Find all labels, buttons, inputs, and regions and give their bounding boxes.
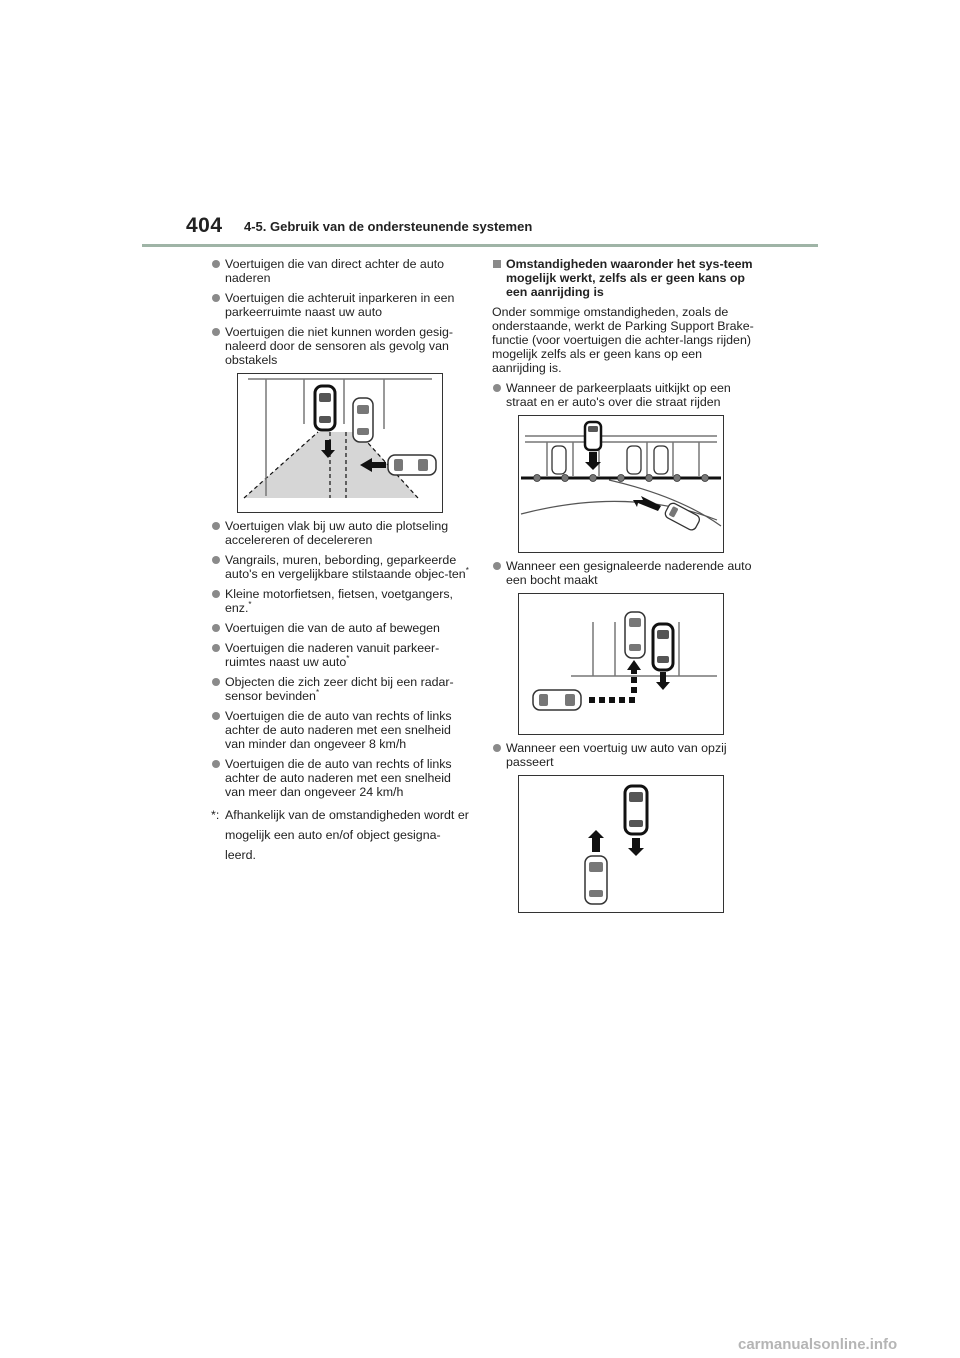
list-item: Kleine motorfietsen, fietsen, voetgangers, enz.* (211, 587, 469, 615)
list-item: Wanneer een voertuig uw auto van opzij passeert (492, 741, 754, 769)
intro-paragraph: Onder sommige omstandigheden, zoals de onderstaande, werkt de Parking Support Brake-functie (voor voertuigen die achter-langs rijden) mogelijk zelfs als er geen kans op een aanrijding is. (492, 305, 754, 375)
list-item: Voertuigen die van direct achter de auto naderen (211, 257, 469, 285)
left-column (211, 257, 469, 865)
header-rule (142, 244, 818, 247)
list-item: Voertuigen die naderen vanuit parkeer-ruimtes naast uw auto* (211, 641, 469, 669)
own-car-icon (585, 422, 601, 450)
right-column (492, 257, 754, 919)
arrow-down-icon (628, 838, 644, 856)
watermark: carmanualsonline.info (738, 1336, 898, 1353)
list-item: Voertuigen die niet kunnen worden gesig-naleerd door de sensoren als gevolg van obstakels (211, 325, 469, 367)
list-item: Vangrails, muren, bebording, geparkeerde auto's en vergelijkbare stilstaande objec-ten* (211, 553, 469, 581)
list-item: Voertuigen die de auto van rechts of links achter de auto naderen met een snelheid van meer dan ongeveer 24 km/h (211, 757, 469, 799)
passing-vehicle-figure (518, 775, 724, 913)
arrow-down-icon (656, 672, 670, 690)
footnote-text: Afhankelijk van de omstandigheden wordt er mogelijk een auto en/of object gesigna-leerd. (225, 808, 469, 862)
approaching-car-icon (388, 455, 436, 475)
footnote (211, 805, 469, 865)
turning-path-dotted (589, 677, 637, 703)
parked-car-icon (353, 398, 373, 442)
footnote-mark: *: (211, 808, 220, 822)
own-car-icon (315, 386, 335, 430)
subsection-heading: Omstandigheden waaronder het sys-teem mogelijk werkt, zelfs als er geen kans op een aanrijding is (492, 257, 754, 299)
left-detection-zone (244, 432, 338, 498)
section-title: 4-5. Gebruik van de ondersteunende systemen (244, 219, 533, 234)
approaching-car-icon (533, 690, 581, 710)
turning-car-figure (518, 593, 724, 735)
passing-car-icon (664, 502, 702, 532)
parked-cars (552, 446, 668, 474)
list-item: Objecten die zich zeer dicht bij een radar-sensor bevinden* (211, 675, 469, 703)
list-item: Voertuigen die achteruit inparkeren in een parkeerruimte naast uw auto (211, 291, 469, 319)
list-item: Voertuigen die de auto van rechts of links achter de auto naderen met een snelheid van minder dan ongeveer 8 km/h (211, 709, 469, 751)
own-car-icon (653, 624, 673, 670)
list-item: Wanneer de parkeerplaats uitkijkt op een straat en er auto's over die straat rijden (492, 381, 754, 409)
street-parking-figure (518, 415, 724, 553)
list-item: Voertuigen vlak bij uw auto die plotseling accelereren of decelereren (211, 519, 469, 547)
rear-detection-zone-figure (237, 373, 443, 513)
arrow-up-icon (627, 660, 641, 674)
arrow-up-left-icon (633, 496, 661, 511)
list-item: Wanneer een gesignaleerde naderende auto een bocht maakt (492, 559, 754, 587)
arrow-up-icon (588, 830, 604, 852)
parked-car-icon (625, 612, 645, 658)
passing-car-icon (585, 856, 607, 904)
own-car-icon (625, 786, 647, 834)
page-number: 404 (186, 214, 223, 237)
list-item: Voertuigen die van de auto af bewegen (211, 621, 469, 635)
